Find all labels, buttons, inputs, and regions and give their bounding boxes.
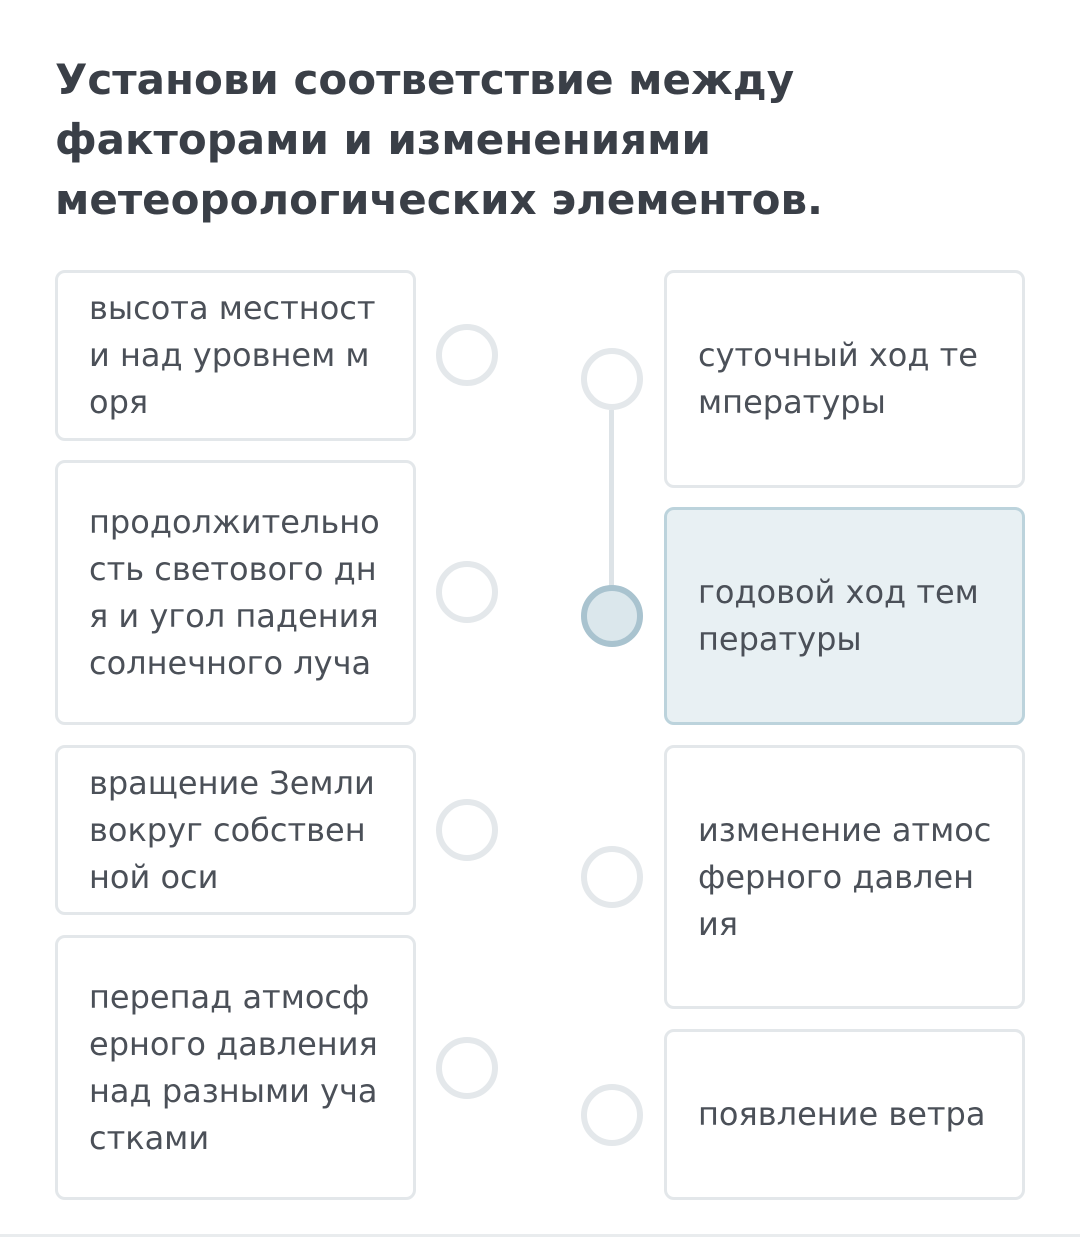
left-item-label: высота местности над уровнем моря [89,289,376,421]
left-connector-dot-4[interactable] [436,1037,498,1099]
right-item-4[interactable] [664,1029,1025,1200]
question-title: Установи соответствие между факторами и изменениями метеорологических элементов. [55,55,823,224]
left-item-1[interactable] [55,270,416,441]
right-item-label: появление ветра [698,1095,986,1133]
right-connector-dot-1[interactable] [581,348,643,410]
right-item-label: суточный ход температуры [698,336,978,421]
left-item-label: продолжительность светового дня и угол падения солнечного луча [89,502,380,682]
left-connector-dot-3[interactable] [436,799,498,861]
right-item-label: изменение атмосферного давления [698,810,992,943]
right-item-label: годовой ход температуры [698,573,979,658]
left-item-2[interactable] [55,460,416,725]
left-item-label: перепад атмосферного давления над разными участками [89,977,378,1157]
match-connector-line [609,410,614,586]
right-item-3[interactable] [664,745,1025,1009]
left-connector-dot-1[interactable] [436,324,498,386]
right-connector-dot-2[interactable] [581,585,643,647]
bottom-divider [0,1234,1080,1237]
right-item-2[interactable] [664,507,1025,725]
right-connector-dot-3[interactable] [581,846,643,908]
left-item-4[interactable] [55,935,416,1200]
right-connector-dot-4[interactable] [581,1084,643,1146]
right-item-1[interactable] [664,270,1025,488]
left-item-3[interactable] [55,745,416,915]
left-connector-dot-2[interactable] [436,561,498,623]
left-item-label: вращение Земли вокруг собственной оси [89,763,375,896]
